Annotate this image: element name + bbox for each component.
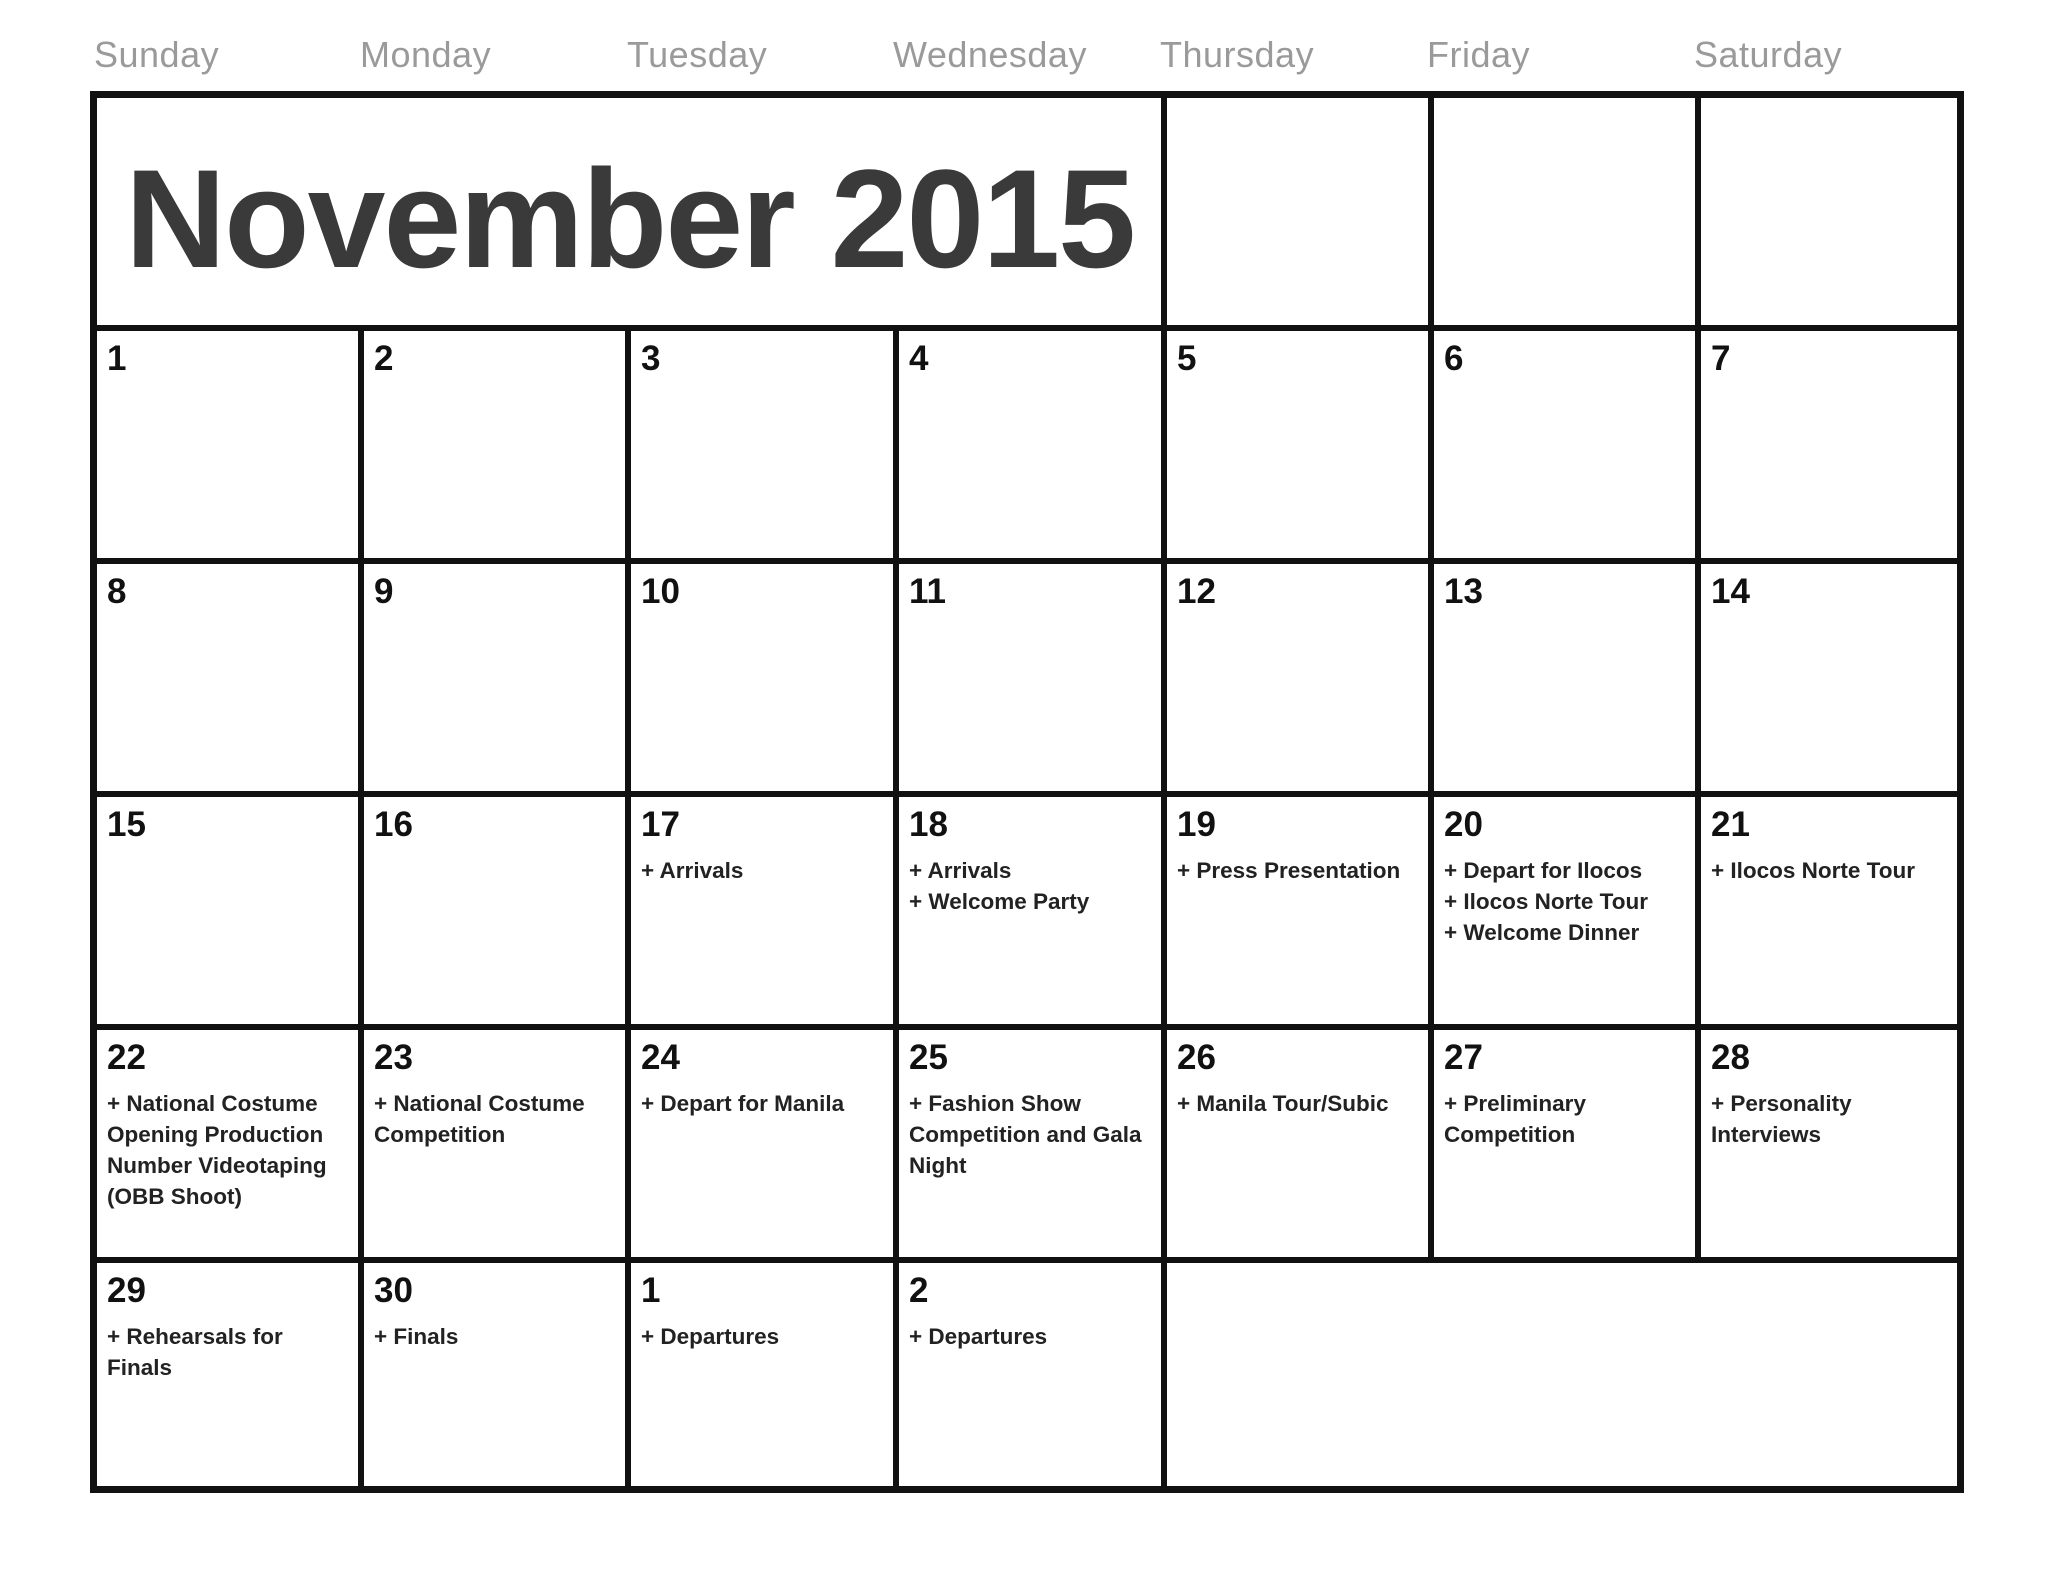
day-number: 26 xyxy=(1177,1038,1216,1077)
day-number: 27 xyxy=(1444,1038,1483,1077)
day-cell[interactable] xyxy=(1167,331,1434,564)
weekday-saturday: Saturday xyxy=(1694,34,1843,75)
day-number: 14 xyxy=(1711,572,1750,611)
day-cell[interactable] xyxy=(899,564,1167,797)
weekday-friday: Friday xyxy=(1427,34,1531,75)
day-number: 6 xyxy=(1444,339,1464,378)
day-number: 19 xyxy=(1177,805,1216,844)
event-list xyxy=(641,1321,885,1352)
day-cell[interactable] xyxy=(364,331,631,564)
day-cell[interactable] xyxy=(1434,331,1701,564)
day-number: 24 xyxy=(641,1038,680,1077)
day-cell[interactable] xyxy=(1701,564,1957,797)
day-number: 28 xyxy=(1711,1038,1750,1077)
event-list xyxy=(1711,1088,1949,1150)
event-item: + Finals xyxy=(374,1324,459,1349)
month-title: November 2015 xyxy=(125,140,1135,297)
day-number: 30 xyxy=(374,1271,413,1310)
day-number: 4 xyxy=(909,339,929,378)
day-cell[interactable] xyxy=(631,564,899,797)
day-cell[interactable] xyxy=(899,331,1167,564)
day-cell[interactable] xyxy=(1434,797,1701,1030)
event-item: + Welcome Party xyxy=(909,889,1090,914)
day-number: 5 xyxy=(1177,339,1197,378)
event-item: + Ilocos Norte Tour xyxy=(1711,858,1915,883)
month-calendar-grid xyxy=(90,91,1964,1493)
day-number: 21 xyxy=(1711,805,1750,844)
day-number: 15 xyxy=(107,805,146,844)
day-cell[interactable] xyxy=(97,1030,364,1263)
event-item: + Departures xyxy=(641,1324,780,1349)
weekday-sunday: Sunday xyxy=(94,34,220,75)
event-list xyxy=(641,855,885,886)
day-cell[interactable] xyxy=(364,797,631,1030)
event-item: + Departures xyxy=(909,1324,1048,1349)
day-cell[interactable] xyxy=(1167,564,1434,797)
day-number: 12 xyxy=(1177,572,1216,611)
day-cell[interactable] xyxy=(631,331,899,564)
weekday-thursday: Thursday xyxy=(1160,34,1315,75)
day-number: 18 xyxy=(909,805,948,844)
event-list xyxy=(1177,855,1420,886)
weekday-tuesday: Tuesday xyxy=(627,34,768,75)
event-item: + Ilocos Norte Tour xyxy=(1444,889,1648,914)
event-item: + Personality Interviews xyxy=(1711,1091,1852,1147)
day-number: 10 xyxy=(641,572,680,611)
day-number: 23 xyxy=(374,1038,413,1077)
day-cell[interactable] xyxy=(364,1030,631,1263)
month-title-cell xyxy=(97,98,1167,331)
empty-header-cell xyxy=(1167,98,1434,331)
day-cell[interactable] xyxy=(1167,1030,1434,1263)
event-item: + Depart for Manila xyxy=(641,1091,845,1116)
day-number: 2 xyxy=(909,1271,929,1310)
event-list xyxy=(107,1321,350,1383)
day-cell[interactable] xyxy=(1701,797,1957,1030)
day-cell[interactable] xyxy=(899,1030,1167,1263)
day-cell[interactable] xyxy=(1434,564,1701,797)
day-number: 16 xyxy=(374,805,413,844)
event-list xyxy=(1444,1088,1687,1150)
empty-header-cell xyxy=(1701,98,1957,331)
day-cell[interactable] xyxy=(97,331,364,564)
day-cell[interactable] xyxy=(899,1263,1167,1486)
event-list xyxy=(1711,855,1949,886)
event-item: + Arrivals xyxy=(909,858,1012,883)
day-cell[interactable] xyxy=(97,797,364,1030)
event-list xyxy=(107,1088,350,1212)
empty-trailing-cell xyxy=(1167,1263,1957,1486)
event-list xyxy=(1444,855,1687,948)
event-item: + Fashion Show Competition and Gala Night xyxy=(909,1091,1142,1178)
event-list xyxy=(374,1088,617,1150)
event-item: + Manila Tour/Subic xyxy=(1177,1091,1389,1116)
event-item: + National Costume Opening Production Number Videotaping (OBB Shoot) xyxy=(107,1091,327,1209)
day-number: 20 xyxy=(1444,805,1483,844)
day-cell[interactable] xyxy=(631,1030,899,1263)
event-item: + Preliminary Competition xyxy=(1444,1091,1586,1147)
day-cell[interactable] xyxy=(97,564,364,797)
event-item: + Depart for Ilocos xyxy=(1444,858,1643,883)
day-cell[interactable] xyxy=(364,564,631,797)
day-number: 7 xyxy=(1711,339,1731,378)
empty-header-cell xyxy=(1434,98,1701,331)
day-number: 22 xyxy=(107,1038,146,1077)
day-number: 3 xyxy=(641,339,661,378)
day-number: 29 xyxy=(107,1271,146,1310)
event-item: + Arrivals xyxy=(641,858,744,883)
event-list xyxy=(641,1088,885,1119)
day-cell[interactable] xyxy=(97,1263,364,1486)
day-number: 9 xyxy=(374,572,394,611)
day-cell[interactable] xyxy=(631,1263,899,1486)
event-list xyxy=(374,1321,617,1352)
day-number: 1 xyxy=(641,1271,661,1310)
day-number: 2 xyxy=(374,339,394,378)
day-number: 25 xyxy=(909,1038,948,1077)
weekday-wednesday: Wednesday xyxy=(893,34,1087,75)
day-number: 1 xyxy=(107,339,127,378)
weekday-header-row xyxy=(0,0,2048,90)
day-number: 13 xyxy=(1444,572,1483,611)
event-item: + Rehearsals for Finals xyxy=(107,1324,283,1380)
day-cell[interactable] xyxy=(631,797,899,1030)
day-number: 11 xyxy=(909,572,946,611)
weekday-monday: Monday xyxy=(360,34,492,75)
event-list xyxy=(1177,1088,1420,1119)
day-cell[interactable] xyxy=(899,797,1167,1030)
event-list xyxy=(909,1321,1153,1352)
event-item: + National Costume Competition xyxy=(374,1091,585,1147)
day-number: 8 xyxy=(107,572,127,611)
day-cell[interactable] xyxy=(1701,331,1957,564)
day-cell[interactable] xyxy=(364,1263,631,1486)
day-number: 17 xyxy=(641,805,680,844)
day-cell[interactable] xyxy=(1434,1030,1701,1263)
event-list xyxy=(909,1088,1153,1181)
event-item: + Press Presentation xyxy=(1177,858,1401,883)
event-item: + Welcome Dinner xyxy=(1444,920,1640,945)
event-list xyxy=(909,855,1153,917)
day-cell[interactable] xyxy=(1701,1030,1957,1263)
day-cell[interactable] xyxy=(1167,797,1434,1030)
